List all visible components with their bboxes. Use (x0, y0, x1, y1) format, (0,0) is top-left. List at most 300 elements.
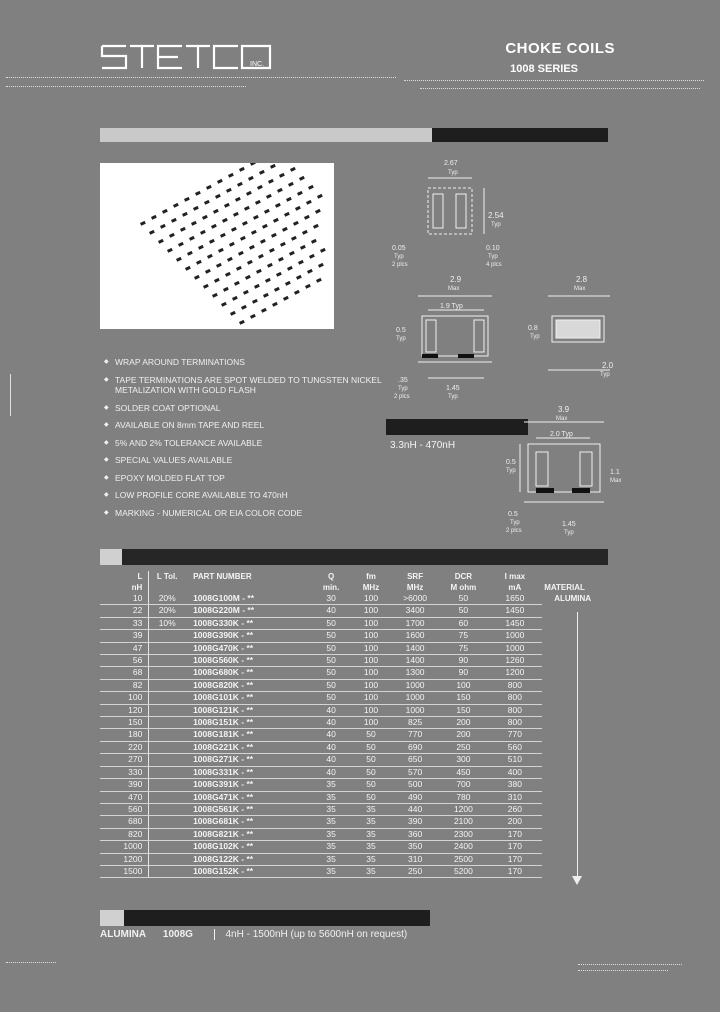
table-row (100, 828, 620, 840)
cell-fm: 35 (351, 828, 391, 840)
chip (221, 302, 227, 307)
header-rule-right-2 (420, 88, 700, 90)
cell-fm: 35 (351, 803, 391, 815)
chip (198, 245, 204, 250)
cell-tol (149, 667, 185, 679)
cell-tol (149, 754, 185, 766)
cell-dcr: 75 (439, 642, 487, 654)
cell-part: 1008G121K - ** (185, 704, 311, 716)
cell-part: 1008G100M - ** (185, 593, 311, 605)
chip (266, 194, 272, 199)
cell-dcr: 2100 (439, 816, 487, 828)
cell-srf: 3400 (391, 605, 439, 617)
cell-tol (149, 803, 185, 815)
cell-imax: 800 (488, 692, 543, 704)
cell-dcr: 50 (439, 605, 487, 617)
chip (250, 163, 256, 166)
cell-material-empty (542, 816, 620, 828)
chip (317, 194, 323, 199)
chip (240, 236, 246, 241)
table-row (100, 841, 620, 853)
dim-low-top: 3.9 (558, 405, 570, 414)
chip (293, 221, 299, 226)
cell-l: 120 (100, 704, 149, 716)
cell-dcr: 150 (439, 692, 487, 704)
chip (286, 197, 292, 202)
chip (271, 233, 277, 238)
cell-dcr: 200 (439, 729, 487, 741)
cell-fm: 100 (351, 593, 391, 605)
chip (290, 167, 296, 172)
chip (262, 224, 268, 229)
chip-array-image (100, 163, 334, 329)
chip (311, 239, 317, 244)
table-row (100, 642, 620, 654)
cell-q: 40 (311, 766, 351, 778)
cell-l: 56 (100, 655, 149, 667)
feature-item: ◆ MARKING - NUMERICAL OR EIA COLOR CODE (104, 508, 394, 519)
table-unit-row (100, 582, 620, 593)
cell-srf: 650 (391, 754, 439, 766)
table-row (100, 791, 620, 803)
col-part-unit (185, 582, 311, 593)
left-margin-mark (10, 374, 11, 416)
chip (264, 209, 270, 214)
dim-low-left-note: Typ (506, 468, 516, 474)
cell-srf: 500 (391, 779, 439, 791)
chip (193, 206, 199, 211)
table-header-row (100, 571, 620, 582)
cell-q: 40 (311, 754, 351, 766)
chip (305, 284, 311, 289)
cell-l: 150 (100, 717, 149, 729)
chip (243, 290, 249, 295)
cell-part: 1008G820K - ** (185, 679, 311, 691)
cell-q: 40 (311, 729, 351, 741)
chip (252, 299, 258, 304)
chip (218, 248, 224, 253)
cell-dcr: 200 (439, 717, 487, 729)
cell-fm: 100 (351, 655, 391, 667)
dim-low-right: 1.1 (610, 469, 620, 476)
chip (215, 194, 221, 199)
chip (178, 242, 184, 247)
cell-imax: 1260 (488, 655, 543, 667)
cell-fm: 100 (351, 667, 391, 679)
chip (209, 239, 215, 244)
dim-mid-bottom-left: .35 (398, 377, 408, 384)
cell-fm: 50 (351, 779, 391, 791)
cell-imax: 170 (488, 853, 543, 865)
dim-mid-top: 2.9 (450, 275, 462, 284)
chip (228, 173, 234, 178)
cell-imax: 400 (488, 766, 543, 778)
chip (278, 257, 284, 262)
cell-part: 1008G122K - ** (185, 853, 311, 865)
cell-l: 22 (100, 605, 149, 617)
chip (140, 221, 146, 226)
cell-dcr: 2400 (439, 841, 487, 853)
cell-tol (149, 865, 185, 877)
cell-dcr: 450 (439, 766, 487, 778)
cell-dcr: 50 (439, 593, 487, 605)
chip (246, 191, 252, 196)
cell-fm: 100 (351, 605, 391, 617)
cell-material-empty (542, 704, 620, 716)
chip (320, 248, 326, 253)
chip (214, 278, 220, 283)
chip (242, 221, 248, 226)
chip (162, 209, 168, 214)
cell-tol (149, 704, 185, 716)
cell-dcr: 60 (439, 617, 487, 629)
dim-top-height: 2.54 (488, 211, 504, 220)
footer-mark-right (578, 964, 682, 966)
chip (245, 275, 251, 280)
chip (249, 245, 255, 250)
chip (236, 266, 242, 271)
cell-imax: 170 (488, 865, 543, 877)
cell-q: 35 (311, 828, 351, 840)
chip (313, 224, 319, 229)
table-row (100, 605, 620, 617)
cell-l: 100 (100, 692, 149, 704)
cell-material-empty (542, 803, 620, 815)
cell-tol (149, 717, 185, 729)
chip (149, 230, 155, 235)
chip (277, 188, 283, 193)
chip (237, 182, 243, 187)
cell-material-empty (542, 605, 620, 617)
chip (253, 215, 259, 220)
cell-imax: 310 (488, 791, 543, 803)
cell-material-empty (542, 754, 620, 766)
chip (247, 260, 253, 265)
stetco-logo (100, 40, 300, 74)
cell-dcr: 780 (439, 791, 487, 803)
chip (294, 290, 300, 295)
feature-list (104, 357, 394, 525)
chip (195, 191, 201, 196)
dim-mid-bottom-left-note1: Typ (398, 386, 408, 392)
chip (223, 287, 229, 292)
cell-tol (149, 841, 185, 853)
product-photo (100, 163, 334, 329)
cell-material-empty (542, 717, 620, 729)
chip (151, 215, 157, 220)
cell-material-empty (542, 791, 620, 803)
chip (276, 272, 282, 277)
cell-material-empty (542, 630, 620, 642)
cell-tol (149, 655, 185, 667)
cell-l: 820 (100, 828, 149, 840)
chip (231, 227, 237, 232)
cell-fm: 50 (351, 729, 391, 741)
col-l: L (100, 571, 149, 582)
cell-fm: 50 (351, 754, 391, 766)
col-fm: fm (366, 572, 376, 581)
feature-item: ◆ SOLDER COAT OPTIONAL (104, 403, 394, 414)
chip (280, 242, 286, 247)
chip (268, 179, 274, 184)
chip (269, 248, 275, 253)
chip (265, 278, 271, 283)
cell-imax: 200 (488, 816, 543, 828)
table-row (100, 803, 620, 815)
footer-band (100, 910, 430, 926)
chip (308, 185, 314, 190)
dim-mid-left-note: Typ (396, 336, 406, 342)
chip (233, 212, 239, 217)
footer-series: 1008G (162, 929, 193, 941)
chip (260, 239, 266, 244)
cell-srf: 1600 (391, 630, 439, 642)
cell-part: 1008G152K - ** (185, 865, 311, 877)
cell-srf: 690 (391, 741, 439, 753)
dim-low-bottom: 1.45 (562, 521, 576, 528)
cell-material-empty (542, 729, 620, 741)
dim-top-left-note1: Typ (394, 254, 404, 260)
cell-part: 1008G561K - ** (185, 803, 311, 815)
cell-part: 1008G221K - ** (185, 741, 311, 753)
chip (270, 164, 276, 169)
cell-q: 35 (311, 791, 351, 803)
chip (255, 200, 261, 205)
cell-imax: 1000 (488, 642, 543, 654)
chip (204, 200, 210, 205)
chip (239, 320, 245, 325)
cell-fm: 35 (351, 841, 391, 853)
chip (158, 239, 164, 244)
chip (309, 254, 315, 259)
table-row (100, 754, 620, 766)
cell-q: 50 (311, 692, 351, 704)
cell-part: 1008G681K - ** (185, 816, 311, 828)
chip (200, 230, 206, 235)
cell-q: 50 (311, 667, 351, 679)
chip (202, 215, 208, 220)
chip (315, 209, 321, 214)
cell-l: 1500 (100, 865, 149, 877)
cell-srf: 1000 (391, 692, 439, 704)
cell-l: 560 (100, 803, 149, 815)
col-tol: L Tol. (156, 572, 178, 581)
cell-fm: 100 (351, 630, 391, 642)
cell-imax: 1650 (488, 593, 543, 605)
col-tol-unit (149, 582, 185, 593)
cell-dcr: 2300 (439, 828, 487, 840)
cell-tol (149, 779, 185, 791)
cell-tol (149, 692, 185, 704)
cell-tol (149, 816, 185, 828)
chip (171, 218, 177, 223)
chip (295, 206, 301, 211)
cell-dcr: 150 (439, 704, 487, 716)
table-row (100, 630, 620, 642)
dim-side-bottom-note: Typ (600, 372, 610, 378)
chip (291, 236, 297, 241)
chip (203, 284, 209, 289)
dim-mid-inner: 1.9 Typ (440, 303, 463, 310)
cell-fm: 50 (351, 791, 391, 803)
cell-tol (149, 766, 185, 778)
cell-material: ALUMINA (554, 594, 592, 604)
cell-fm: 100 (351, 617, 391, 629)
cell-tol (149, 828, 185, 840)
cell-q: 30 (311, 593, 351, 605)
table-row (100, 593, 620, 605)
table-row (100, 729, 620, 741)
dim-low-bottom-note: Typ (564, 530, 574, 536)
cell-tol: 10% (149, 617, 185, 629)
feature-item: ◆ TAPE TERMINATIONS ARE SPOT WELDED TO TUNGSTEN NICKEL METALIZATION WITH GOLD FLASH (104, 375, 394, 396)
cell-tol: 20% (149, 593, 185, 605)
cell-material-empty (542, 841, 620, 853)
cell-fm: 50 (351, 766, 391, 778)
chip (248, 176, 254, 181)
cell-imax: 380 (488, 779, 543, 791)
table-row (100, 692, 620, 704)
cell-part: 1008G391K - ** (185, 779, 311, 791)
cell-srf: 1000 (391, 679, 439, 691)
chip (258, 254, 264, 259)
cell-q: 40 (311, 741, 351, 753)
cell-fm: 100 (351, 679, 391, 691)
chip (234, 281, 240, 286)
cell-dcr: 5200 (439, 865, 487, 877)
cell-material-empty (542, 853, 620, 865)
cell-imax: 1450 (488, 605, 543, 617)
cell-l: 330 (100, 766, 149, 778)
col-srf: SRF (407, 572, 424, 581)
table-row (100, 865, 620, 877)
dim-mid-top-note: Max (448, 286, 460, 292)
col-srf-unit: MHz (406, 583, 424, 592)
feature-item: ◆ WRAP AROUND TERMINATIONS (104, 357, 394, 368)
cell-q: 35 (311, 841, 351, 853)
cell-srf: 825 (391, 717, 439, 729)
spec-table (100, 571, 620, 878)
cell-material-empty (542, 766, 620, 778)
brand-suffix: INC. (250, 61, 264, 68)
col-imax: I max (504, 572, 526, 581)
material-arrow-head (572, 876, 582, 885)
dim-low-bottom-left: 0.5 (508, 511, 518, 518)
chip (250, 314, 256, 319)
cell-q: 40 (311, 704, 351, 716)
chip (267, 263, 273, 268)
cell-tol: 20% (149, 605, 185, 617)
table-row (100, 816, 620, 828)
cell-part: 1008G470K - ** (185, 642, 311, 654)
footer-mark-right-2 (578, 970, 668, 972)
cell-material-empty (542, 679, 620, 691)
cell-imax: 260 (488, 803, 543, 815)
dim-top-width-note: Typ (448, 170, 458, 176)
chip (251, 230, 257, 235)
chip (285, 281, 291, 286)
chip (216, 263, 222, 268)
chip (225, 272, 231, 277)
table-row (100, 655, 620, 667)
col-material-spacer (542, 571, 620, 582)
cell-fm: 100 (351, 692, 391, 704)
dim-top-height-note: Typ (491, 222, 501, 228)
cell-fm: 100 (351, 717, 391, 729)
col-q-unit: min. (322, 583, 340, 592)
cell-tol (149, 741, 185, 753)
chip (189, 236, 195, 241)
brand-name: STETCO (104, 73, 109, 74)
chip (307, 269, 313, 274)
cell-fm: 35 (351, 816, 391, 828)
cell-l: 1000 (100, 841, 149, 853)
header-rule-left-2 (6, 86, 246, 88)
chip (194, 275, 200, 280)
table-band (100, 549, 608, 565)
dim-low-inner: 2.0 Typ (550, 431, 573, 438)
cell-l: 180 (100, 729, 149, 741)
header-rule-left (6, 77, 396, 79)
cell-q: 50 (311, 630, 351, 642)
cell-part: 1008G330K - ** (185, 617, 311, 629)
dim-side-left: 0.8 (528, 325, 538, 332)
feature-item: ◆ SPECIAL VALUES AVAILABLE (104, 455, 394, 466)
cell-srf: 310 (391, 853, 439, 865)
cell-tol (149, 642, 185, 654)
footer-material: ALUMINA (100, 929, 147, 941)
material-arrow-line (577, 612, 578, 880)
cell-part: 1008G101K - ** (185, 692, 311, 704)
cell-fm: 100 (351, 704, 391, 716)
chip (217, 179, 223, 184)
cell-material-empty (542, 642, 620, 654)
cell-imax: 1200 (488, 667, 543, 679)
col-l-unit: nH (100, 582, 149, 593)
feature-item: ◆ 5% AND 2% TOLERANCE AVAILABLE (104, 438, 394, 449)
cell-part: 1008G102K - ** (185, 841, 311, 853)
chip (230, 311, 236, 316)
cell-material-empty (542, 667, 620, 679)
chip (226, 188, 232, 193)
chip (213, 209, 219, 214)
cell-srf: 440 (391, 803, 439, 815)
cell-srf: 390 (391, 816, 439, 828)
cell-dcr: 2500 (439, 853, 487, 865)
cell-part: 1008G680K - ** (185, 667, 311, 679)
chip (298, 260, 304, 265)
table-row (100, 779, 620, 791)
side-view-drawing (388, 270, 628, 405)
cell-part: 1008G220M - ** (185, 605, 311, 617)
chip (257, 185, 263, 190)
cell-l: 390 (100, 779, 149, 791)
cell-imax: 800 (488, 717, 543, 729)
cell-dcr: 75 (439, 630, 487, 642)
dim-top-right-note2: 4 plcs (486, 262, 502, 268)
table-row (100, 667, 620, 679)
cell-part: 1008G271K - ** (185, 754, 311, 766)
cell-imax: 510 (488, 754, 543, 766)
chip (241, 305, 247, 310)
cell-srf: 570 (391, 766, 439, 778)
chip (244, 206, 250, 211)
cell-tol (149, 729, 185, 741)
cell-part: 1008G181K - ** (185, 729, 311, 741)
chip (160, 224, 166, 229)
cell-srf: 1700 (391, 617, 439, 629)
low-profile-range: 3.3nH - 470nH (390, 440, 456, 451)
